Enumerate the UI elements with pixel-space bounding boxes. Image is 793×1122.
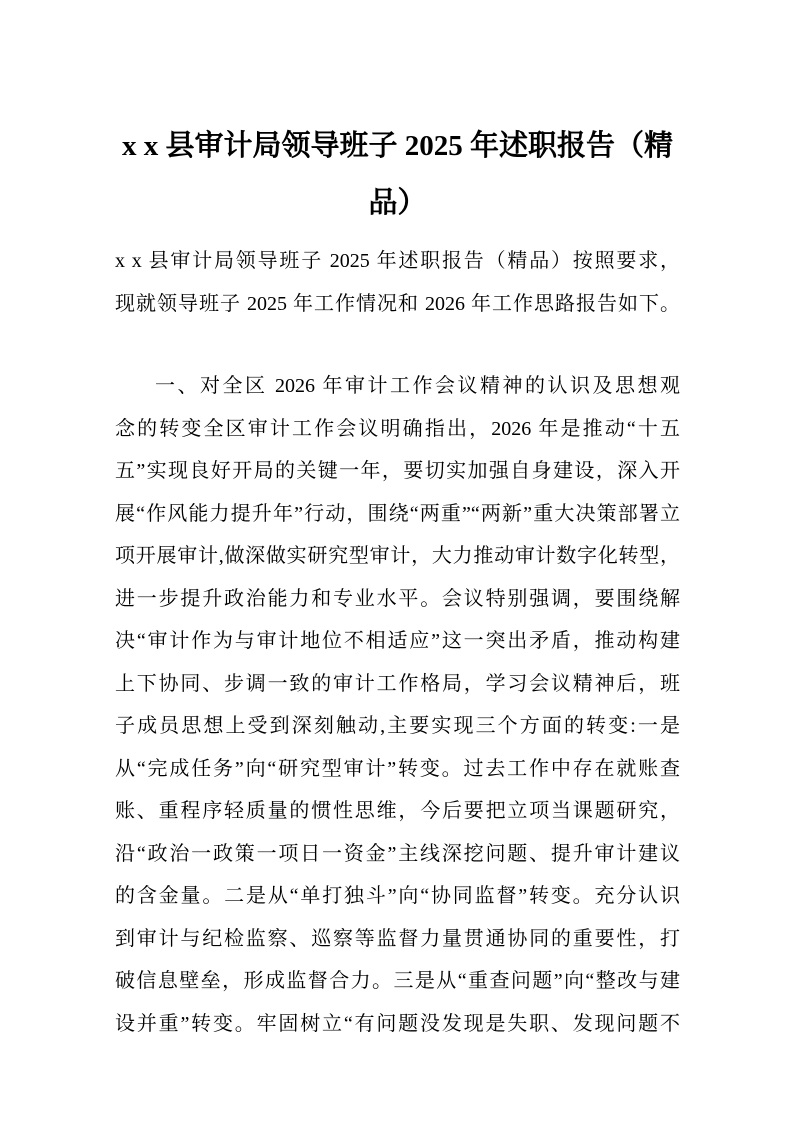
document-body xyxy=(115,240,680,1045)
text-line: 破信息壁垒，形成监督合力。三是从“重查问题”向“整改与建 xyxy=(115,970,680,992)
text-line: 念的转变全区审计工作会议明确指出，2026 年是推动“十五 xyxy=(115,417,680,440)
text-line: 上下协同、步调一致的审计工作格局，学习会议精神后，班 xyxy=(115,672,680,695)
paragraph xyxy=(115,240,680,325)
text-line: 子成员思想上受到深刻触动,主要实现三个方面的转变:一是 xyxy=(115,715,680,737)
text-line: 账、重程序轻质量的惯性思维，今后要把立项当课题研究， xyxy=(115,800,680,822)
text-line: 设并重”转变。牢固树立“有问题没发现是失职、发现问题不 xyxy=(115,1012,680,1035)
text-line: 进一步提升政治能力和专业水平。会议特别强调，要围绕解 xyxy=(115,587,680,610)
text-line: 的含金量。二是从“单打独斗”向“协同监督”转变。充分认识 xyxy=(115,885,680,907)
text-line: 五”实现良好开局的关键一年，要切实加强自身建设，深入开 xyxy=(115,460,680,482)
paragraph xyxy=(115,365,680,1045)
text-line: 决“审计作为与审计地位不相适应”这一突出矛盾，推动构建 xyxy=(115,630,680,652)
text-line: 现就领导班子 2025 年工作情况和 2026 年工作思路报告如下。 xyxy=(115,292,680,315)
text-line: 项开展审计,做深做实研究型审计，大力推动审计数字化转型， xyxy=(115,545,680,567)
title-line: 品） xyxy=(368,187,427,219)
text-line: 从“完成任务”向“研究型审计”转变。过去工作中存在就账查 xyxy=(115,757,680,780)
text-line: 一、对全区 2026 年审计工作会议精神的认识及思想观 xyxy=(155,375,680,397)
text-line: 到审计与纪检监察、巡察等监督力量贯通协同的重要性，打 xyxy=(115,927,680,950)
document-title xyxy=(115,118,680,232)
text-line: x x 县审计局领导班子 2025 年述职报告（精品）按照要求， xyxy=(115,250,680,272)
text-line: 展“作风能力提升年”行动，围绕“两重”“两新”重大决策部署立 xyxy=(115,502,680,525)
title-line: x x 县审计局领导班子 2025 年述职报告（精 xyxy=(121,130,673,162)
text-line: 沿“政治一政策一项日一资金”主线深挖问题、提升审计建议 xyxy=(115,842,680,865)
